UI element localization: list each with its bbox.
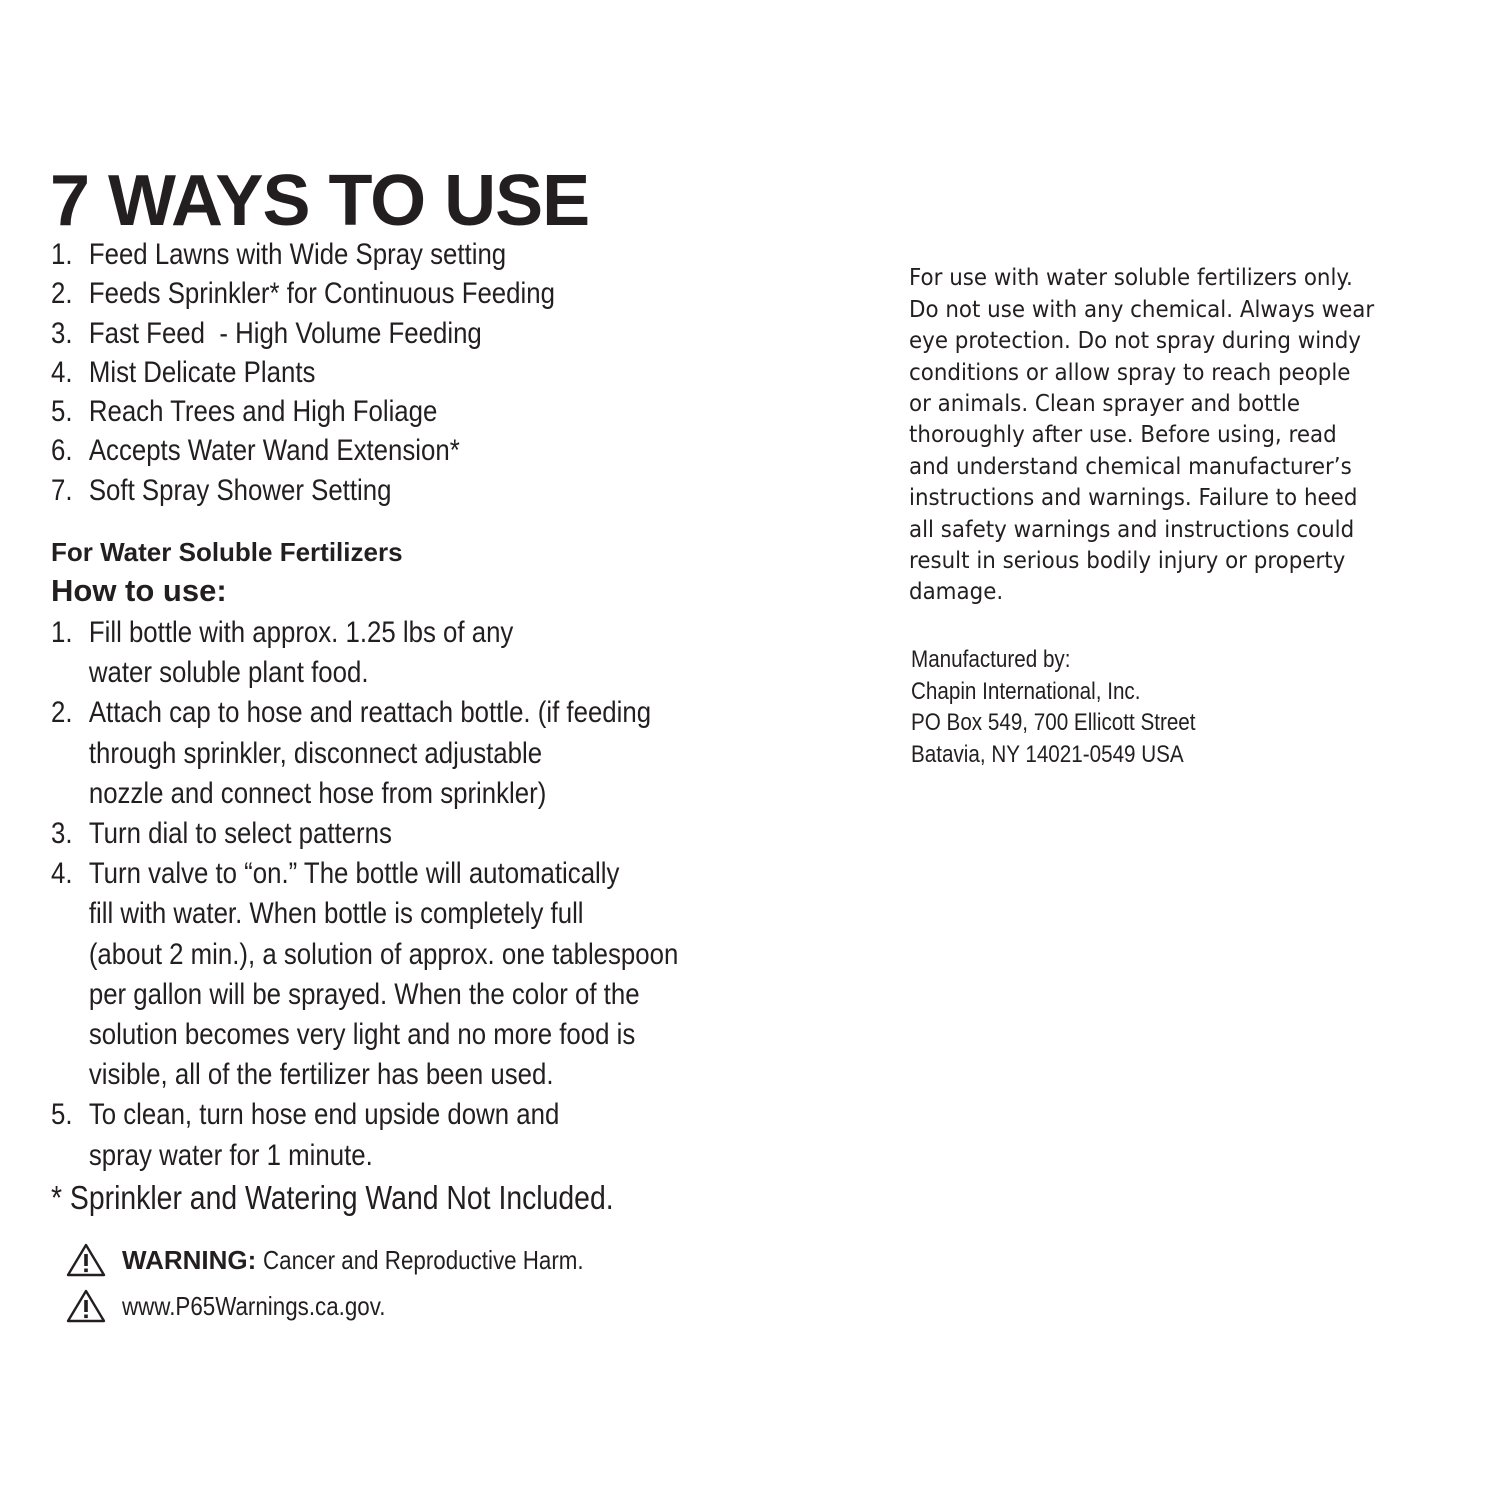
list-item-number: 3. [51, 316, 73, 350]
warning-triangle-icon [66, 1289, 106, 1323]
step-number: 5. [51, 1098, 73, 1132]
page-title: 7 WAYS TO USE [50, 161, 590, 241]
list-item-number: 5. [51, 395, 73, 429]
manufacturer-city: Batavia, NY 14021-0549 USA [911, 741, 1184, 769]
how-to-use-steps [51, 613, 780, 1176]
list-item [51, 431, 637, 470]
warning-text: Cancer and Reproductive Harm. [263, 1245, 584, 1275]
step-item [51, 854, 780, 1095]
step-number: 3. [51, 817, 73, 851]
footnote-text: * Sprinkler and Watering Wand Not Included. [51, 1179, 614, 1216]
footnote [51, 1178, 705, 1218]
manufacturer-label: Manufactured by: [911, 646, 1071, 673]
step-item [51, 1095, 780, 1175]
list-item-number: 1. [51, 238, 73, 271]
list-item [51, 392, 637, 431]
step-text: Turn dial to select patterns [88, 817, 392, 851]
list-item-text: Fast Feed - High Volume Feeding [88, 316, 482, 350]
list-item-number: 4. [51, 355, 73, 389]
step-text: To clean, turn hose end upside down and spray water for 1 minute. [88, 1098, 560, 1172]
step-number: 2. [51, 696, 73, 730]
list-item [51, 274, 637, 313]
prop65-url[interactable]: www.P65Warnings.ca.gov. [122, 1291, 386, 1321]
step-number: 1. [51, 616, 73, 649]
manufacturer-name: Chapin International, Inc. [911, 677, 1141, 705]
step-item [51, 613, 780, 693]
caution-text: For use with water soluble fertilizers only. Do not use with any chemical. Always wear eye protection. Do not spray during windy conditions or allow spray to reach people or animals. Clean sprayer and bottle thoroughly after use. Before using, read and understand chemical manufacturer’s instructions and warnings. Failure to heed all safety warnings and instructions could result in serious bodily injury or property damage. [909, 265, 1375, 606]
prop65-warning [66, 1240, 636, 1280]
prop65-url-row [66, 1286, 428, 1326]
list-item [51, 471, 637, 510]
step-text: Attach cap to hose and reattach bottle. (if feeding through sprinkler, disconnect adjustable nozzle and connect hose from sprinkler) [88, 696, 652, 810]
warning-triangle-icon [66, 1243, 106, 1277]
step-item [51, 814, 780, 854]
list-item-text: Feeds Sprinkler* for Continuous Feeding [88, 277, 555, 311]
list-item [51, 314, 637, 353]
list-item [51, 235, 637, 274]
list-item-text: Feed Lawns with Wide Spray setting [88, 238, 507, 271]
list-item-number: 7. [51, 473, 73, 507]
warning-label: WARNING: [122, 1245, 257, 1275]
step-text: Fill bottle with approx. 1.25 lbs of any water soluble plant food. [88, 616, 514, 690]
step-item [51, 693, 780, 814]
list-item-number: 6. [51, 434, 73, 468]
caution-text-block [909, 232, 1469, 640]
step-number: 4. [51, 857, 73, 891]
manufacturer-block [911, 644, 1242, 771]
how-to-use-heading: How to use: [51, 573, 227, 608]
manufacturer-address: PO Box 549, 700 Ellicott Street [911, 709, 1196, 737]
list-item-text: Accepts Water Wand Extension* [88, 434, 460, 468]
section-subheading: For Water Soluble Fertilizers [51, 537, 403, 567]
ways-to-use-list [51, 235, 637, 510]
list-item-text: Soft Spray Shower Setting [88, 473, 392, 507]
list-item-text: Mist Delicate Plants [88, 355, 316, 389]
list-item-text: Reach Trees and High Foliage [88, 395, 438, 429]
step-text: Turn valve to “on.” The bottle will automatically fill with water. When bottle is completely full (about 2 min.), a solution of approx. one tablespoon per gallon will be sprayed. When the color of the solution becomes very light and no more food is visible, all of the fertilizer has been used. [88, 857, 679, 1092]
list-item-number: 2. [51, 277, 73, 311]
list-item [51, 353, 637, 392]
